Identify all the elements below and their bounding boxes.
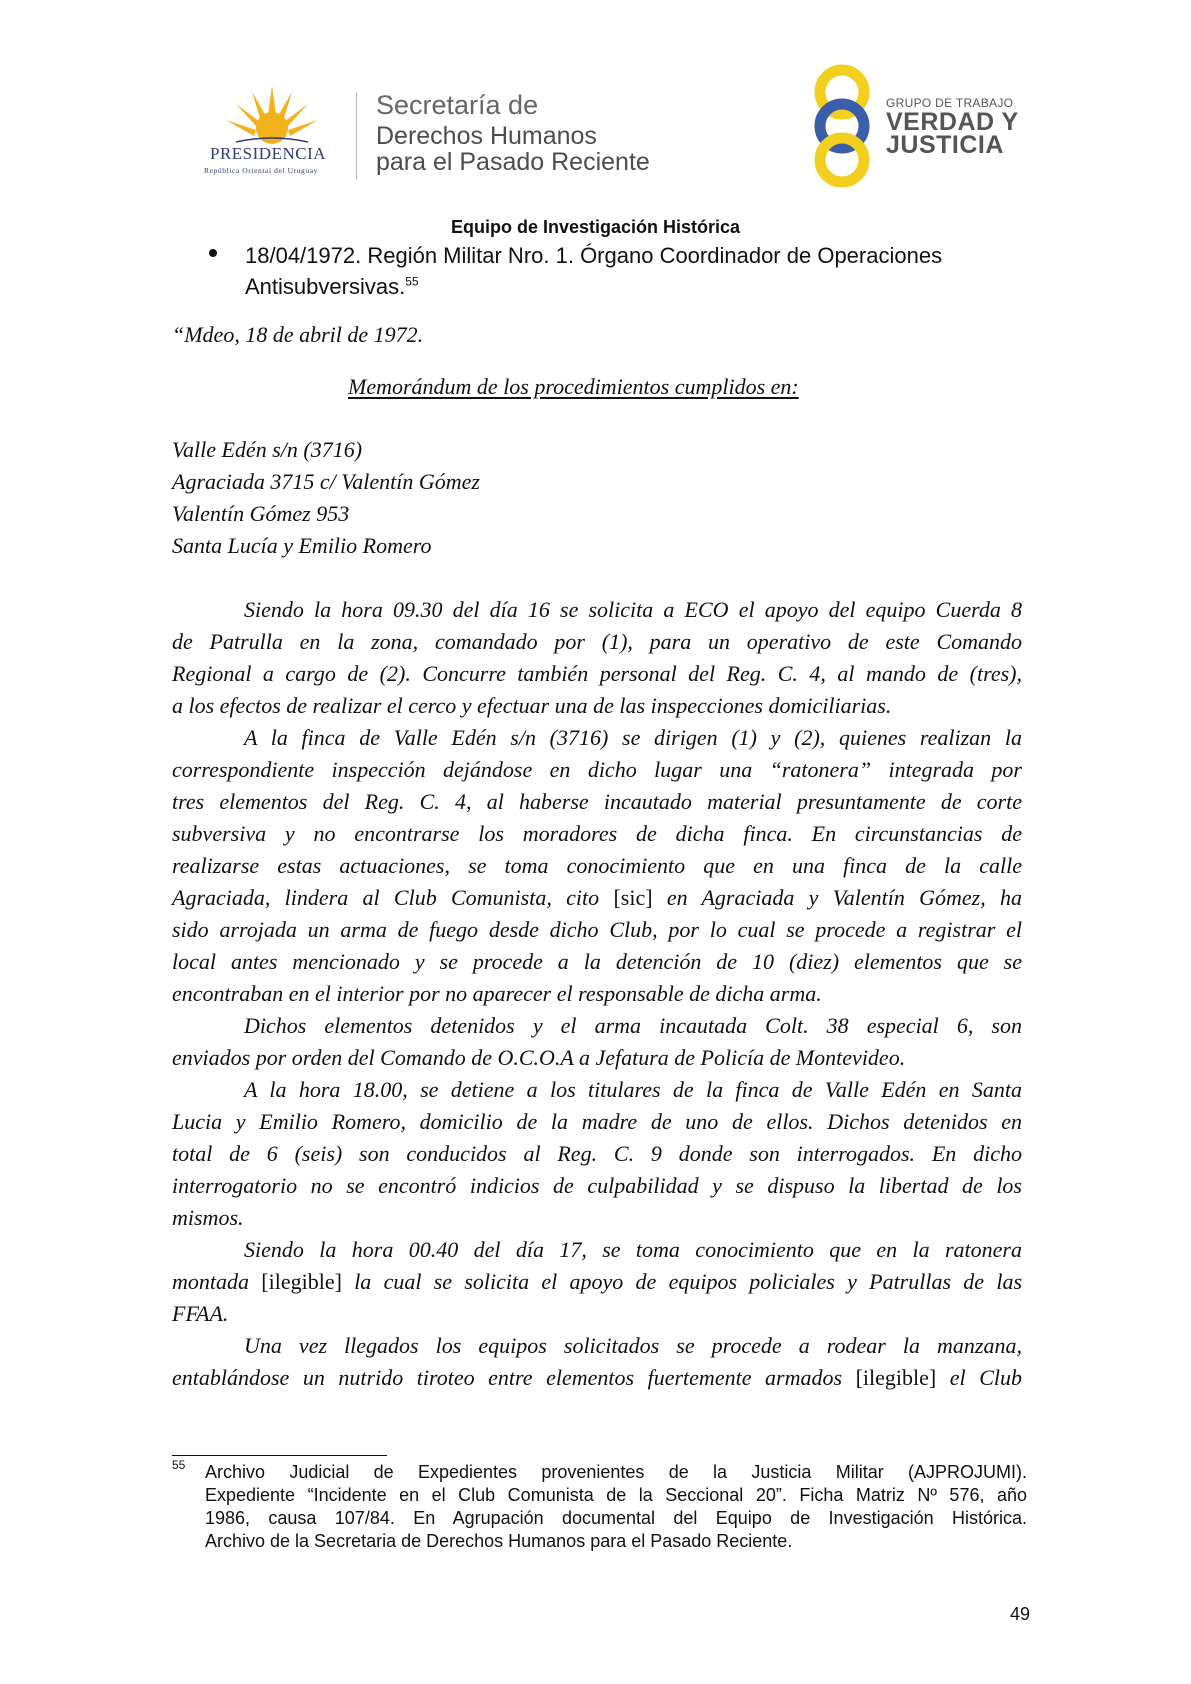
footnote-line: Expediente “Incidente en el Club Comunista de la Seccional 20”. Ficha Matriz Nº 576, año xyxy=(205,1485,1027,1505)
page-number: 49 xyxy=(1010,1604,1031,1624)
footnote-separator xyxy=(172,1455,387,1456)
body-line: Una vez llegados los equipos solicitados se procede a rodear la manzana, xyxy=(244,1333,1022,1358)
footnote-line: 1986, causa 107/84. En Agrupación documental del Equipo de Investigación Histórica. xyxy=(205,1508,1027,1528)
secretaria-line: Derechos Humanos xyxy=(376,122,597,150)
body-line: tres elementos del Reg. C. 4, al haberse incautado material presuntamente de corte xyxy=(172,789,1022,814)
verdad-label: VERDAD Y xyxy=(886,108,1019,136)
address-line: Valentín Gómez 953 xyxy=(172,501,350,526)
address-line: Valle Edén s/n (3716) xyxy=(172,437,363,462)
body-line: a los efectos de realizar el cerco y efectuar una de las inspecciones domiciliarias. xyxy=(172,693,892,718)
bullet-text-line: 18/04/1972. Región Militar Nro. 1. Órgano Coordinador de Operaciones xyxy=(245,243,943,268)
body-line: Lucia y Emilio Romero, domicilio de la madre de uno de ellos. Dichos detenidos en xyxy=(172,1109,1022,1134)
body-line: A la finca de Valle Edén s/n (3716) se dirigen (1) y (2), quienes realizan la xyxy=(244,725,1022,750)
sun-icon xyxy=(196,84,348,144)
body-line: total de 6 (seis) son conducidos al Reg. C. 9 donde son interrogados. En dicho xyxy=(172,1141,1022,1166)
body-line: local antes mencionado y se procede a la detención de 10 (diez) elementos que se xyxy=(172,949,1022,974)
bullet-icon xyxy=(209,249,217,257)
secretaria-line: para el Pasado Reciente xyxy=(376,148,650,176)
section-heading: Equipo de Investigación Histórica xyxy=(450,217,741,237)
date-line: “Mdeo, 18 de abril de 1972. xyxy=(172,322,424,347)
presidencia-logo xyxy=(196,84,348,182)
body-line: Regional a cargo de (2). Concurre también personal del Reg. C. 4, al mando de (tres), xyxy=(172,661,1022,686)
memo-title: Memorándum de los procedimientos cumplidos en: xyxy=(348,374,799,399)
footnote-reference: 55 xyxy=(405,274,419,289)
body-line: sido arrojada un arma de fuego desde dicho Club, por lo cual se procede a registrar el xyxy=(172,917,1022,942)
header-divider xyxy=(356,92,357,180)
body-line: Siendo la hora 00.40 del día 17, se toma conocimiento que en la ratonera xyxy=(244,1237,1022,1262)
bullet-text-line: Antisubversivas.$^{55}$ xyxy=(245,274,419,299)
footnote-line: Archivo Judicial de Expedientes provenientes de la Justicia Militar (AJPROJUMI). xyxy=(205,1462,1027,1482)
body-line: interrogatorio no se encontró indicios de culpabilidad y se dispuso la libertad de los xyxy=(172,1173,1022,1198)
footnote-number: 55 xyxy=(172,1458,186,1472)
body-line: montada [ilegible] la cual se solicita el apoyo de equipos policiales y Patrullas de las xyxy=(172,1269,1023,1294)
body-line: subversiva y no encontrarse los moradores de dicha finca. En circunstancias de xyxy=(172,821,1022,846)
editorial-note: [sic] xyxy=(613,885,653,910)
body-line: entablándose un nutrido tiroteo entre elementos fuertemente armados [ilegible] el Club xyxy=(172,1365,1023,1390)
presidencia-title: PRESIDENCIA xyxy=(210,144,327,163)
editorial-note: [ilegible] xyxy=(855,1365,937,1390)
body-line: de Patrulla en la zona, comandado por (1), para un operativo de este Comando xyxy=(172,629,1022,654)
footnote-line: Archivo de la Secretaria de Derechos Humanos para el Pasado Reciente. xyxy=(205,1531,793,1551)
body-line: encontraban en el interior por no aparecer el responsable de dicha arma. xyxy=(172,981,822,1006)
address-line: Santa Lucía y Emilio Romero xyxy=(172,533,432,558)
body-line: correspondiente inspección dejándose en dicho lugar una “ratonera” integrada por xyxy=(172,757,1022,782)
grupo-trabajo-label: GRUPO DE TRABAJO xyxy=(886,96,1014,110)
secretaria-line: Secretaría de xyxy=(376,90,539,120)
body-line: Dichos elementos detenidos y el arma incautada Colt. 38 especial 6, son xyxy=(244,1013,1022,1038)
body-line: realizarse estas actuaciones, se toma conocimiento que en una finca de la calle xyxy=(172,853,1022,878)
address-line: Agraciada 3715 c/ Valentín Gómez xyxy=(172,469,480,494)
body-line: Agraciada, lindera al Club Comunista, cito [sic] en Agraciada y Valentín Gómez, ha xyxy=(172,885,1023,910)
justicia-label: JUSTICIA xyxy=(886,131,1004,159)
body-line: mismos. xyxy=(172,1205,244,1230)
body-line: enviados por orden del Comando de O.C.O.A a Jefatura de Policía de Montevideo. xyxy=(172,1045,906,1070)
body-line: A la hora 18.00, se detiene a los titulares de la finca de Valle Edén en Santa xyxy=(244,1077,1022,1102)
body-line: FFAA. xyxy=(172,1301,229,1326)
presidencia-subtitle: República Oriental del Uruguay xyxy=(204,166,319,175)
body-line: Siendo la hora 09.30 del día 16 se solicita a ECO el apoyo del equipo Cuerda 8 xyxy=(244,597,1022,622)
editorial-note: [ilegible] xyxy=(261,1269,342,1294)
